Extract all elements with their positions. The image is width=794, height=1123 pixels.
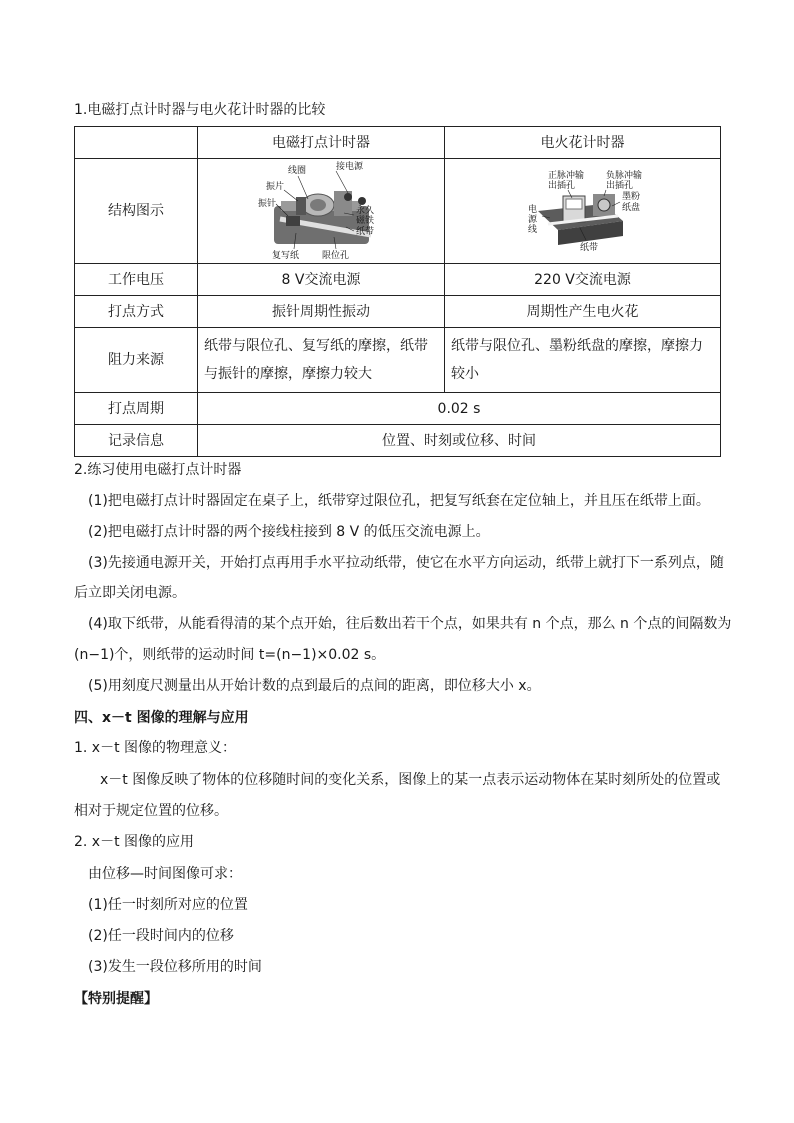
table-row bbox=[75, 296, 721, 328]
fig2-label: 出插孔 bbox=[605, 181, 633, 191]
xt-application-title: 2. x－t 图像的应用 bbox=[74, 834, 195, 850]
fig2-label: 正脉冲输 bbox=[547, 171, 584, 181]
fig1-label: 接电源 bbox=[336, 162, 364, 172]
step-4-line1: (4)取下纸带，从能看得清的某个点开始，往后数出若干个点，如果共有 n 个点，那么 n 个点的间隔数为 bbox=[88, 616, 732, 632]
table-cell-merged: 0.02 s bbox=[198, 393, 721, 425]
row-label: 工作电压 bbox=[75, 264, 198, 296]
step-2: (2)把电磁打点计时器的两个接线柱接到 8 V 的低压交流电源上。 bbox=[88, 524, 490, 540]
table-row bbox=[75, 264, 721, 296]
table-cell: 振针周期性振动 bbox=[198, 296, 445, 328]
step-1: (1)把电磁打点计时器固定在桌子上，纸带穿过限位孔，把复写纸套在定位轴上，并且压在纸带上面。 bbox=[88, 493, 710, 509]
step-5: (5)用刻度尺测量出从开始计数的点到最后的点间的距离，即位移大小 x。 bbox=[88, 678, 541, 694]
xt-meaning-title: 1. x－t 图像的物理意义： bbox=[74, 740, 237, 756]
fig2-label: 电 bbox=[527, 205, 537, 215]
comparison-table bbox=[74, 126, 721, 457]
fig2-label: 纸带 bbox=[579, 243, 598, 253]
xt-application-item: (3)发生一段位移所用的时间 bbox=[88, 959, 262, 975]
table-cell: 周期性产生电火花 bbox=[445, 296, 721, 328]
table-row bbox=[75, 425, 721, 457]
fig2-label: 出插孔 bbox=[547, 181, 575, 191]
fig2-label: 源 bbox=[527, 215, 537, 225]
table-cell: 纸带与限位孔、墨粉纸盘的摩擦，摩擦力较小 bbox=[445, 328, 721, 393]
fig2-label: 线 bbox=[527, 225, 537, 235]
row-label: 结构图示 bbox=[75, 159, 198, 264]
xt-meaning-line2: 相对于规定位置的位移。 bbox=[74, 803, 228, 819]
step-4-line2: (n−1)个，则纸带的运动时间 t=(n−1)×0.02 s。 bbox=[74, 647, 386, 663]
spark-timer-figure-cell bbox=[445, 159, 721, 264]
table-row bbox=[75, 159, 721, 264]
table-header-cell bbox=[75, 127, 198, 159]
fig1-label: 限位孔 bbox=[322, 251, 350, 261]
special-note: 【特别提醒】 bbox=[74, 991, 158, 1007]
section1-title: 1.电磁打点计时器与电火花计时器的比较 bbox=[74, 102, 326, 118]
table-row bbox=[75, 328, 721, 393]
section2-title: 2.练习使用电磁打点计时器 bbox=[74, 462, 242, 478]
xt-application-item: (2)任一段时间内的位移 bbox=[88, 928, 234, 944]
xt-meaning-line1: x－t 图像反映了物体的位移随时间的变化关系，图像上的某一点表示运动物体在某时刻所处的位置或 bbox=[100, 772, 721, 788]
row-label: 记录信息 bbox=[75, 425, 198, 457]
fig2-label: 纸盘 bbox=[621, 203, 640, 213]
fig1-label: 振针 bbox=[258, 199, 277, 209]
fig1-label: 振片 bbox=[266, 182, 285, 192]
step-3-line1: (3)先接通电源开关，开始打点再用手水平拉动纸带，使它在水平方向运动，纸带上就打下一系列点，随 bbox=[88, 555, 724, 571]
table-header-row bbox=[75, 127, 721, 159]
table-header-cell: 电磁打点计时器 bbox=[198, 127, 445, 159]
fig1-label: 纸带 bbox=[356, 227, 375, 237]
fig2-label: 负脉冲输 bbox=[605, 171, 642, 181]
row-label: 阻力来源 bbox=[75, 328, 198, 393]
table-header-cell: 电火花计时器 bbox=[445, 127, 721, 159]
electromagnetic-timer-figure bbox=[236, 161, 406, 261]
electromagnetic-timer-figure-cell bbox=[198, 159, 445, 264]
table-cell: 8 V交流电源 bbox=[198, 264, 445, 296]
table-cell: 220 V交流电源 bbox=[445, 264, 721, 296]
xt-application-intro: 由位移—时间图像可求： bbox=[88, 866, 242, 882]
spark-timer-figure bbox=[508, 166, 658, 256]
table-cell-merged: 位置、时刻或位移、时间 bbox=[198, 425, 721, 457]
table-row bbox=[75, 393, 721, 425]
fig2-label: 墨粉 bbox=[621, 192, 640, 202]
row-label: 打点方式 bbox=[75, 296, 198, 328]
step-3-line2: 后立即关闭电源。 bbox=[74, 585, 186, 601]
table-cell: 纸带与限位孔、复写纸的摩擦，纸带与振针的摩擦，摩擦力较大 bbox=[198, 328, 445, 393]
xt-application-item: (1)任一时刻所对应的位置 bbox=[88, 897, 248, 913]
fig1-label: 线圈 bbox=[288, 166, 307, 176]
section4-heading: 四、x－t 图像的理解与应用 bbox=[74, 710, 249, 726]
fig1-label: 复写纸 bbox=[272, 251, 300, 261]
fig1-label: 永久 bbox=[356, 206, 375, 216]
row-label: 打点周期 bbox=[75, 393, 198, 425]
fig1-label: 磁铁 bbox=[356, 216, 375, 226]
